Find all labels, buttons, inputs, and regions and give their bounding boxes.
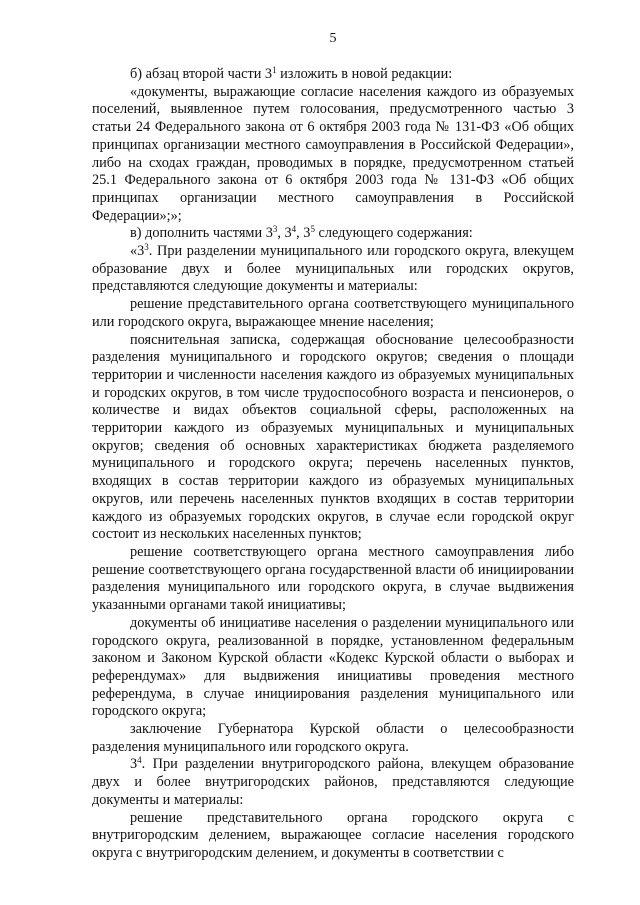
paragraph-part-3-4: $3^4$. При разделении внутригородского района, влекущем образование двух и более внутригородских районов, представляются следующие документы и материалы: [92, 755, 574, 808]
paragraph-decision-representative: решение представительного органа соответствующего муниципального или городского округа, выражающее мнение населения; [92, 296, 574, 330]
paragraph-decision-local-authority: решение соответствующего органа местного самоуправления либо решение соответствующего органа государственной власти об инициировании разделения муниципального или городского округа, в случае выдвижения указанными органами такой инициативы; [92, 543, 574, 614]
page-number: 5 [329, 31, 337, 46]
paragraph-amendment-b: б) абзац второй части $3^1$ изложить в новой редакции: [130, 65, 453, 82]
paragraph-population-initiative: документы об инициативе населения о разделении муниципального или городского округа, реализованной в порядке, установленном федеральным законом и Законом Курской области «Кодекс Курской области о выборах и референдумах» для выдвижения инициативы проведения местного референдума, в случае инициирования разделения муниципального или городского округа; [92, 614, 574, 720]
paragraph-documents-consent: «документы, выражающие согласие населения каждого из образуемых поселений, выявленное путем голосования, предусмотренного частью 3 статьи 24 Федерального закона от 6 октября 2003 года № 131-ФЗ «Об общих принципах организации местного самоуправления в Российской Федерации», либо на сходах граждан, проводимых в порядке, предусмотренном статьей 25.1 Федерального закона от 6 октября 2003 года № 131-ФЗ «Об общих принципах организации местного самоуправления в Российской Федерации»;»; [92, 83, 574, 224]
paragraph-explanatory-note: пояснительная записка, содержащая обоснование целесообразности разделения муниципального и городского округов; сведения о площади территории и численности населения каждого из образуемых муниципальных и городских округов, в том числе трудоспособного возраста и пенсионеров, о количестве и видах объектов социальной сферы, расположенных на территории каждого из образуемых муниципальных и муниципальных округов; сведения об основных характеристиках бюджета разделяемого муниципального и городского округа; перечень населенных пунктов, входящих в состав территории каждого из образуемых муниципальных округов, или перечень населенных пунктов входящих в состав территории каждого из образуемых городских округов, в случае если городской округ состоит из нескольких населенных пунктов; [92, 331, 574, 543]
paragraph-decision-city-district: решение представительного органа городского округа с внутригородским делением, выражающее согласие населения городского округа с внутригородским делением, и документы в соответствии с [92, 809, 574, 861]
document-body [92, 66, 574, 863]
paragraph-governor-conclusion: заключение Губернатора Курской области о целесообразности разделения муниципального или городского округа. [92, 721, 574, 755]
paragraph-amendment-c: в) дополнить частями $3^3$, $3^4$, $3^5$ следующего содержания: [130, 224, 473, 242]
paragraph-part-3-3: «$3^3$. При разделении муниципального или городского округа, влекущем образование двух и более муниципальных или городских округов, представляются следующие документы и материалы: [92, 242, 574, 295]
